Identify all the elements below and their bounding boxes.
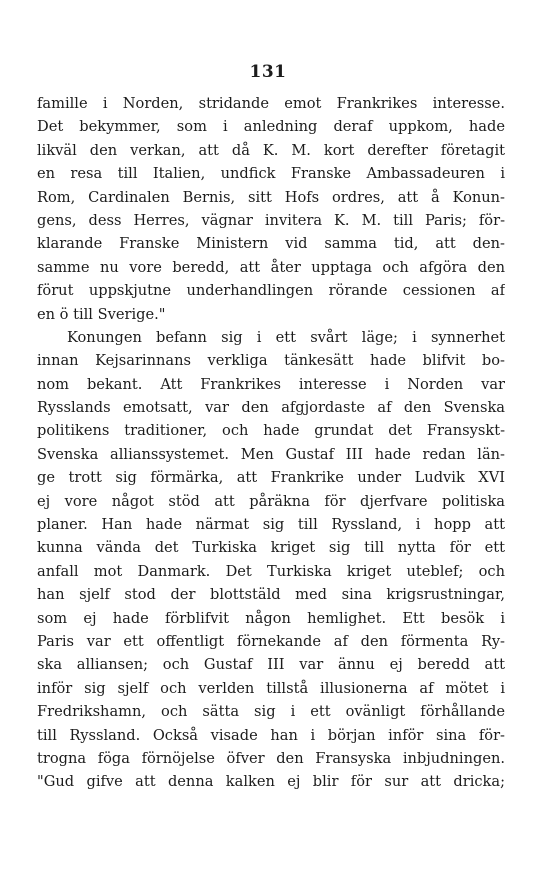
text-line: Konungen befann sig i ett svårt läge; i synnerhet bbox=[67, 328, 505, 346]
text-line: inför sig sjelf och verlden tillstå illusionerna af mötet i bbox=[37, 679, 505, 697]
body-text bbox=[37, 92, 505, 794]
text-line: planer. Han hade närmat sig till Ryssland, i hopp att bbox=[37, 516, 505, 534]
page-number: 131 bbox=[249, 62, 287, 82]
text-line: "Gud gifve att denna kalken ej blir för sur att dricka; bbox=[37, 773, 505, 791]
text-line: kunna vända det Turkiska kriget sig till nytta för ett bbox=[37, 539, 505, 557]
text-line: likväl den verkan, att då K. M. kort derefter företagit bbox=[37, 141, 505, 159]
text-line: han sjelf stod der blottstäld med sina krigsrustningar, bbox=[37, 586, 505, 604]
text-line: förut uppskjutne underhandlingen rörande cessionen af bbox=[37, 282, 505, 300]
text-line: nom bekant. Att Frankrikes interesse i Norden var bbox=[37, 375, 505, 393]
text-line: ska alliansen; och Gustaf III var ännu ej beredd att bbox=[37, 656, 505, 674]
text-line: politikens traditioner, och hade grundat det Fransyskt- bbox=[37, 422, 505, 440]
text-line: Paris var ett offentligt förnekande af den förmenta Ry- bbox=[37, 632, 505, 650]
text-line: en resa till Italien, undfick Franske Ambassadeuren i bbox=[37, 165, 505, 183]
text-line: Det bekymmer, som i anledning deraf uppkom, hade bbox=[37, 118, 505, 136]
text-line: som ej hade förblifvit någon hemlighet. Ett besök i bbox=[37, 609, 505, 627]
text-line: famille i Norden, stridande emot Frankrikes interesse. bbox=[37, 95, 505, 112]
text-line: till Ryssland. Också visade han i början inför sina för- bbox=[37, 726, 505, 744]
text-line: Svenska allianssystemet. Men Gustaf III hade redan län- bbox=[37, 445, 505, 463]
text-line: trogna föga förnöjelse öfver den Fransyska inbjudningen. bbox=[37, 749, 505, 767]
text-line: klarande Franske Ministern vid samma tid, att den- bbox=[37, 235, 505, 253]
text-line: innan Kejsarinnans verkliga tänkesätt hade blifvit bo- bbox=[37, 352, 505, 370]
text-line: samme nu vore beredd, att åter upptaga och afgöra den bbox=[37, 258, 505, 276]
text-line: anfall mot Danmark. Det Turkiska kriget uteblef; och bbox=[37, 562, 505, 580]
text-line: Fredrikshamn, och sätta sig i ett ovänligt förhållande bbox=[37, 703, 505, 721]
text-line: ge trott sig förmärka, att Frankrike under Ludvik XVI bbox=[37, 469, 505, 487]
text-line: en ö till Sverige." bbox=[37, 305, 166, 323]
text-line: Rom, Cardinalen Bernis, sitt Hofs ordres, att å Konun- bbox=[37, 188, 505, 206]
text-line: gens, dess Herres, vägnar invitera K. M. till Paris; för- bbox=[37, 211, 505, 229]
text-line: Rysslands emotsatt, var den afgjordaste af den Svenska bbox=[37, 399, 505, 417]
text-line: ej vore något stöd att påräkna för djerfvare politiska bbox=[37, 492, 505, 510]
